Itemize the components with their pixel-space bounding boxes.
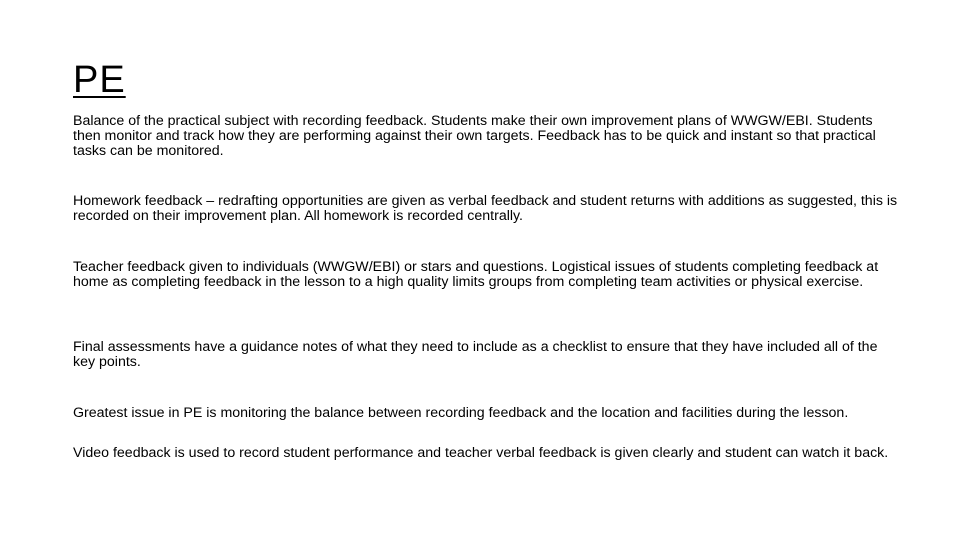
paragraph-video-feedback: Video feedback is used to record student performance and teacher verbal feedback is given clearly and student can watch it back. [73,445,889,461]
paragraph-homework-feedback: Homework feedback – redrafting opportunities are given as verbal feedback and student returns with additions as suggested, this is recorded on their improvement plan. All homework is recorded centrally. [73,193,898,225]
paragraph-practical-feedback: Balance of the practical subject with recording feedback. Students make their own improvement plans of WWGW/EBI. Students then monitor and track how they are performing against their own targets. Feedback has to be quick and instant so that practical tasks can be monitored. [73,113,876,160]
paragraph-greatest-issue: Greatest issue in PE is monitoring the balance between recording feedback and the location and facilities during the lesson. [73,405,849,421]
paragraph-teacher-feedback: Teacher feedback given to individuals (WWGW/EBI) or stars and questions. Logistical issues of students completing feedback at home as completing feedback in the lesson to a high quality limits groups from completing team activities or physical exercise. [73,259,879,291]
paragraph-final-assessments: Final assessments have a guidance notes of what they need to include as a checklist to ensure that they have included all of the key points. [73,339,878,371]
slide-title: PE [73,59,126,101]
